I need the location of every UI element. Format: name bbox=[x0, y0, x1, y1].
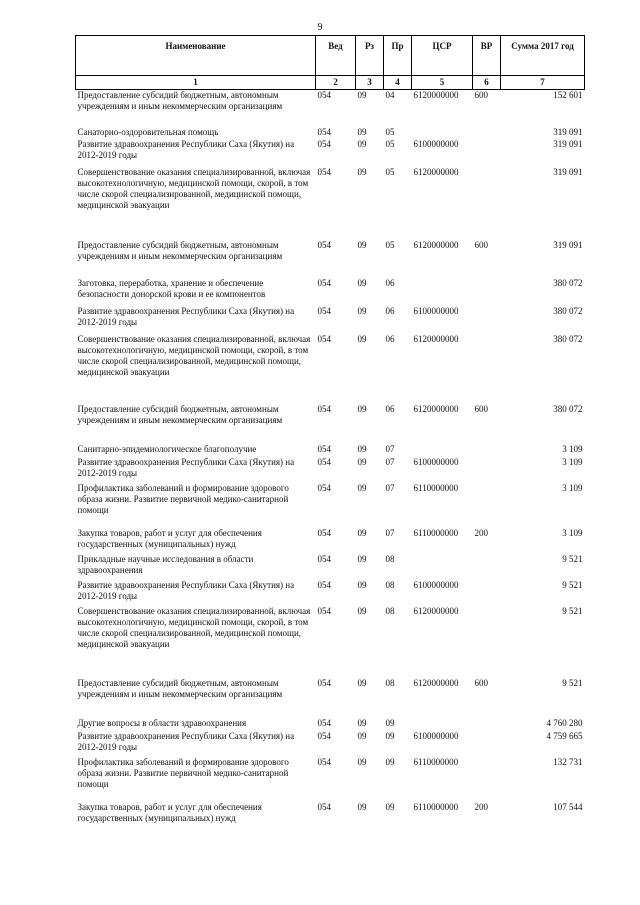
cell-sum: 9 521 bbox=[562, 677, 583, 688]
cell-rz: 09 bbox=[357, 277, 367, 288]
cell-rz: 09 bbox=[357, 403, 367, 414]
cell-vr bbox=[473, 731, 501, 757]
cell-rz: 09 bbox=[357, 166, 367, 177]
cell-sum: 4 759 665 bbox=[546, 730, 583, 741]
cell-csr: 6120000000 bbox=[413, 166, 459, 177]
table-row bbox=[76, 306, 585, 334]
cell-pr: 07 bbox=[385, 527, 395, 538]
table-row bbox=[76, 90, 585, 127]
cell-pr: 09 bbox=[385, 756, 395, 767]
table-header-row bbox=[76, 36, 585, 76]
cell-name: Развитие здравоохранения Республики Саха (Якутия) на 2012-2019 годы bbox=[77, 305, 295, 327]
cell-csr: 6110000000 bbox=[413, 801, 459, 812]
cell-vr bbox=[473, 278, 501, 306]
cell-sum: 319 091 bbox=[553, 166, 583, 177]
table-row bbox=[76, 334, 585, 404]
cell-rz: 09 bbox=[357, 333, 367, 344]
cell-sum: 319 091 bbox=[553, 239, 583, 250]
cell-name: Санаторно-оздоровительная помощь bbox=[77, 126, 219, 137]
table-row bbox=[76, 528, 585, 554]
cell-ved: 054 bbox=[317, 527, 331, 538]
header-vr: ВР bbox=[473, 36, 501, 76]
cell-rz: 09 bbox=[357, 579, 367, 590]
cell-name: Заготовка, переработка, хранение и обеспечение безопасности донорской крови и ее компонентов bbox=[77, 277, 266, 299]
table-row bbox=[76, 757, 585, 802]
cell-sum: 9 521 bbox=[562, 553, 583, 564]
cell-csr: 6120000000 bbox=[413, 90, 459, 100]
cell-csr: 6110000000 bbox=[413, 756, 459, 767]
cell-sum: 4 760 280 bbox=[546, 717, 583, 728]
cell-ved: 054 bbox=[317, 126, 331, 137]
cell-sum: 9 521 bbox=[562, 579, 583, 590]
cell-ved: 054 bbox=[317, 677, 331, 688]
cell-vr bbox=[473, 606, 501, 678]
column-numbers-row bbox=[76, 76, 585, 90]
cell-pr: 08 bbox=[385, 553, 395, 564]
cell-ved: 054 bbox=[317, 553, 331, 564]
cell-ved: 054 bbox=[317, 333, 331, 344]
cell-ved: 054 bbox=[317, 801, 331, 812]
cell-ved: 054 bbox=[317, 605, 331, 616]
cell-csr: 6120000000 bbox=[413, 403, 459, 414]
cell-pr: 07 bbox=[385, 443, 395, 454]
cell-csr bbox=[412, 127, 473, 139]
cell-rz: 09 bbox=[357, 305, 367, 316]
cell-ved: 054 bbox=[317, 90, 331, 100]
cell-csr: 6100000000 bbox=[413, 579, 459, 590]
cell-name: Развитие здравоохранения Республики Саха (Якутия) на 2012-2019 годы bbox=[77, 730, 295, 752]
cell-rz: 09 bbox=[357, 801, 367, 812]
cell-vr: 200 bbox=[474, 527, 488, 538]
cell-csr bbox=[412, 278, 473, 306]
cell-csr: 6120000000 bbox=[413, 333, 459, 344]
cell-name: Закупка товаров, работ и услуг для обеспечения государственных (муниципальных) нужд bbox=[77, 801, 262, 823]
cell-name: Совершенствование оказания специализированной, включая высокотехнологичную, медицинской помощи, скорой, в том числе скорой специализированной, медицинской помощи, медицинской эвакуации bbox=[77, 605, 311, 649]
cell-vr: 200 bbox=[474, 801, 488, 812]
cell-name: Развитие здравоохранения Республики Саха (Якутия) на 2012-2019 годы bbox=[77, 138, 295, 160]
table-row bbox=[76, 554, 585, 580]
header-sum: Сумма 2017 год bbox=[501, 36, 585, 76]
page-number: 9 bbox=[317, 22, 323, 33]
cell-sum: 3 109 bbox=[562, 456, 583, 467]
table-row bbox=[76, 404, 585, 444]
cell-pr: 05 bbox=[385, 138, 395, 149]
cell-rz: 09 bbox=[357, 239, 367, 250]
cell-pr: 05 bbox=[385, 166, 395, 177]
cell-name: Профилактика заболеваний и формирование здорового образа жизни. Развитие первичной медико-санитарной помощи bbox=[77, 482, 289, 515]
cell-ved: 054 bbox=[317, 239, 331, 250]
cell-rz: 09 bbox=[357, 138, 367, 149]
cell-vr bbox=[473, 444, 501, 457]
table-row bbox=[76, 483, 585, 528]
cell-vr bbox=[473, 127, 501, 139]
cell-pr: 06 bbox=[385, 305, 395, 316]
cell-sum: 132 731 bbox=[553, 756, 583, 767]
colnum-6: 6 bbox=[473, 76, 501, 90]
table-row bbox=[76, 240, 585, 278]
cell-csr: 6110000000 bbox=[413, 527, 459, 538]
cell-pr: 06 bbox=[385, 333, 395, 344]
cell-rz: 09 bbox=[357, 527, 367, 538]
cell-ved: 054 bbox=[317, 579, 331, 590]
cell-name: Предоставление субсидий бюджетным, автономным учреждениям и иным некоммерческим организациям bbox=[77, 677, 283, 699]
colnum-3: 3 bbox=[356, 76, 384, 90]
table-row bbox=[76, 444, 585, 457]
cell-ved: 054 bbox=[317, 305, 331, 316]
cell-vr bbox=[473, 757, 501, 802]
cell-csr: 6120000000 bbox=[413, 677, 459, 688]
table-row bbox=[76, 580, 585, 606]
cell-ved: 054 bbox=[317, 456, 331, 467]
cell-name: Санитарно-эпидемиологическое благополучие bbox=[77, 443, 257, 454]
table-row bbox=[76, 731, 585, 757]
table-row bbox=[76, 167, 585, 240]
header-csr: ЦСР bbox=[412, 36, 473, 76]
table-row bbox=[76, 278, 585, 306]
cell-pr: 07 bbox=[385, 482, 395, 493]
cell-csr bbox=[412, 554, 473, 580]
cell-name: Совершенствование оказания специализированной, включая высокотехнологичную, медицинской помощи, скорой, в том числе скорой специализированной, медицинской помощи, медицинской эвакуации bbox=[77, 166, 311, 210]
cell-pr: 04 bbox=[385, 90, 395, 100]
cell-vr: 600 bbox=[474, 677, 488, 688]
cell-pr: 09 bbox=[385, 801, 395, 812]
cell-rz: 09 bbox=[357, 553, 367, 564]
cell-name: Прикладные научные исследования в области здравоохранения bbox=[77, 553, 254, 575]
cell-pr: 05 bbox=[385, 126, 395, 137]
cell-rz: 09 bbox=[357, 90, 367, 100]
cell-sum: 3 109 bbox=[562, 443, 583, 454]
cell-rz: 09 bbox=[357, 482, 367, 493]
cell-rz: 09 bbox=[357, 756, 367, 767]
cell-vr bbox=[473, 139, 501, 167]
cell-name: Предоставление субсидий бюджетным, автономным учреждениям и иным некоммерческим организациям bbox=[77, 90, 283, 111]
header-pr: Пр bbox=[384, 36, 412, 76]
cell-rz: 09 bbox=[357, 730, 367, 741]
cell-vr bbox=[473, 167, 501, 240]
cell-pr: 08 bbox=[385, 605, 395, 616]
cell-ved: 054 bbox=[317, 717, 331, 728]
cell-sum: 319 091 bbox=[553, 126, 583, 137]
colnum-7: 7 bbox=[501, 76, 585, 90]
cell-csr: 6100000000 bbox=[413, 305, 459, 316]
cell-vr bbox=[473, 483, 501, 528]
cell-sum: 380 072 bbox=[553, 403, 583, 414]
header-ved: Вед bbox=[316, 36, 356, 76]
cell-rz: 09 bbox=[357, 456, 367, 467]
cell-ved: 054 bbox=[317, 277, 331, 288]
cell-pr: 09 bbox=[385, 730, 395, 741]
cell-pr: 06 bbox=[385, 277, 395, 288]
cell-rz: 09 bbox=[357, 126, 367, 137]
cell-vr bbox=[473, 306, 501, 334]
cell-name: Предоставление субсидий бюджетным, автономным учреждениям и иным некоммерческим организациям bbox=[77, 403, 283, 425]
cell-vr bbox=[473, 580, 501, 606]
cell-ved: 054 bbox=[317, 756, 331, 767]
cell-ved: 054 bbox=[317, 403, 331, 414]
cell-vr bbox=[473, 334, 501, 404]
header-rz: Рз bbox=[356, 36, 384, 76]
cell-name: Предоставление субсидий бюджетным, автономным учреждениям и иным некоммерческим организациям bbox=[77, 239, 283, 261]
cell-csr: 6120000000 bbox=[413, 605, 459, 616]
colnum-1: 1 bbox=[76, 76, 316, 90]
cell-sum: 9 521 bbox=[562, 605, 583, 616]
table-row bbox=[76, 678, 585, 718]
table-row bbox=[76, 127, 585, 139]
table-row bbox=[76, 139, 585, 167]
cell-name: Другие вопросы в области здравоохранения bbox=[77, 717, 247, 728]
cell-sum: 380 072 bbox=[553, 333, 583, 344]
table-row bbox=[76, 718, 585, 731]
cell-name: Совершенствование оказания специализированной, включая высокотехнологичную, медицинской помощи, скорой, в том числе скорой специализированной, медицинской помощи, медицинской эвакуации bbox=[77, 333, 311, 377]
cell-sum: 380 072 bbox=[553, 305, 583, 316]
cell-sum: 380 072 bbox=[553, 277, 583, 288]
cell-pr: 05 bbox=[385, 239, 395, 250]
cell-name: Развитие здравоохранения Республики Саха (Якутия) на 2012-2019 годы bbox=[77, 579, 295, 601]
cell-csr: 6100000000 bbox=[413, 730, 459, 741]
budget-table bbox=[75, 35, 585, 828]
cell-sum: 319 091 bbox=[553, 138, 583, 149]
table-row bbox=[76, 802, 585, 828]
cell-ved: 054 bbox=[317, 138, 331, 149]
cell-vr bbox=[473, 718, 501, 731]
cell-sum: 3 109 bbox=[562, 482, 583, 493]
cell-sum: 3 109 bbox=[562, 527, 583, 538]
header-name: Наименование bbox=[76, 36, 316, 76]
cell-sum: 152 601 bbox=[553, 90, 583, 100]
table-row bbox=[76, 457, 585, 483]
cell-sum: 107 544 bbox=[553, 801, 583, 812]
colnum-2: 2 bbox=[316, 76, 356, 90]
cell-pr: 09 bbox=[385, 717, 395, 728]
cell-pr: 07 bbox=[385, 456, 395, 467]
cell-csr: 6100000000 bbox=[413, 138, 459, 149]
cell-name: Закупка товаров, работ и услуг для обеспечения государственных (муниципальных) нужд bbox=[77, 527, 262, 549]
cell-ved: 054 bbox=[317, 482, 331, 493]
cell-name: Профилактика заболеваний и формирование здорового образа жизни. Развитие первичной медико-санитарной помощи bbox=[77, 756, 289, 789]
cell-pr: 08 bbox=[385, 579, 395, 590]
cell-vr bbox=[473, 554, 501, 580]
cell-rz: 09 bbox=[357, 443, 367, 454]
cell-pr: 08 bbox=[385, 677, 395, 688]
cell-ved: 054 bbox=[317, 443, 331, 454]
cell-ved: 054 bbox=[317, 730, 331, 741]
cell-vr bbox=[473, 457, 501, 483]
colnum-4: 4 bbox=[384, 76, 412, 90]
cell-pr: 06 bbox=[385, 403, 395, 414]
cell-rz: 09 bbox=[357, 677, 367, 688]
cell-vr: 600 bbox=[474, 90, 488, 100]
cell-vr: 600 bbox=[474, 403, 488, 414]
cell-name: Развитие здравоохранения Республики Саха (Якутия) на 2012-2019 годы bbox=[77, 456, 295, 478]
colnum-5: 5 bbox=[412, 76, 473, 90]
cell-rz: 09 bbox=[357, 717, 367, 728]
cell-rz: 09 bbox=[357, 605, 367, 616]
table-row bbox=[76, 606, 585, 678]
cell-ved: 054 bbox=[317, 166, 331, 177]
cell-csr: 6110000000 bbox=[413, 482, 459, 493]
cell-csr bbox=[412, 444, 473, 457]
cell-csr: 6100000000 bbox=[413, 456, 459, 467]
cell-csr: 6120000000 bbox=[413, 239, 459, 250]
cell-vr: 600 bbox=[474, 239, 488, 250]
cell-csr bbox=[412, 718, 473, 731]
